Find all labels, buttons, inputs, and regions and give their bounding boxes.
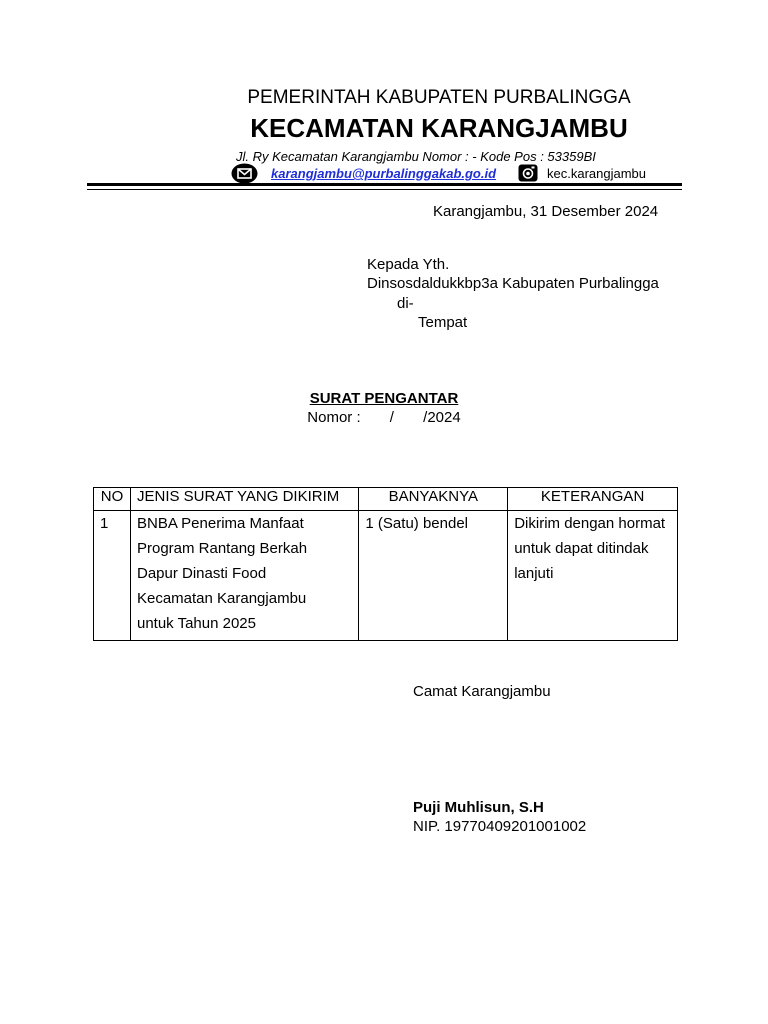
cell-jenis-line: Kecamatan Karangjambu [136,590,307,607]
signature-name: Puji Muhlisun, S.H [413,799,544,816]
envelope-icon [231,163,258,184]
cell-jenis-line: BNBA Penerima Manfaat [136,515,304,532]
cell-no: 1 [94,511,131,641]
cell-jenis-line: untuk Tahun 2025 [136,615,256,632]
header-jenis: JENIS SURAT YANG DIKIRIM [130,488,358,511]
kop-line-district: KECAMATAN KARANGJAMBU [250,113,628,143]
camera-icon [518,164,538,182]
cell-jenis-line: Dapur Dinasti Food [136,565,267,582]
cell-banyaknya: 1 (Satu) bendel [359,511,508,641]
email-link[interactable]: karangjambu@purbalinggakab.go.id [271,166,497,181]
kop-line-government: PEMERINTAH KABUPATEN PURBALINGGA [247,87,631,108]
recipient-place: Tempat [418,314,468,331]
cell-keterangan-line: Dikirim dengan hormat [514,515,666,532]
kop-divider-thin [87,189,682,190]
signature-nip: NIP. 19770409201001002 [413,818,587,835]
recipient-salutation: Kepada Yth. [367,256,450,273]
place-date: Karangjambu, 31 Desember 2024 [433,203,659,220]
recipient-di: di- [397,295,414,312]
instagram-handle: kec.karangjambu [547,166,646,181]
cell-keterangan-line: lanjuti [514,565,554,582]
table-row [94,511,678,641]
recipient-name: Dinsosdaldukkbp3a Kabupaten Purbalingga [367,275,659,292]
kop-address: Jl. Ry Kecamatan Karangjambu Nomor : - Kode Pos : 53359BI [236,149,596,164]
cell-jenis [130,511,358,641]
header-keterangan: KETERANGAN [508,488,678,511]
letter-title: SURAT PENGANTAR [309,390,459,407]
cell-jenis-line: Program Rantang Berkah [136,540,308,557]
header-no: NO [94,488,131,511]
cell-keterangan-line: untuk dapat ditindak [514,540,649,557]
signature-role: Camat Karangjambu [413,683,551,700]
cell-keterangan [508,511,678,641]
letter-number: Nomor : / /2024 [307,409,461,426]
header-banyaknya: BANYAKNYA [359,488,508,511]
document-table [93,487,678,641]
kop-divider-thick [87,183,682,186]
table-header-row [94,488,678,511]
